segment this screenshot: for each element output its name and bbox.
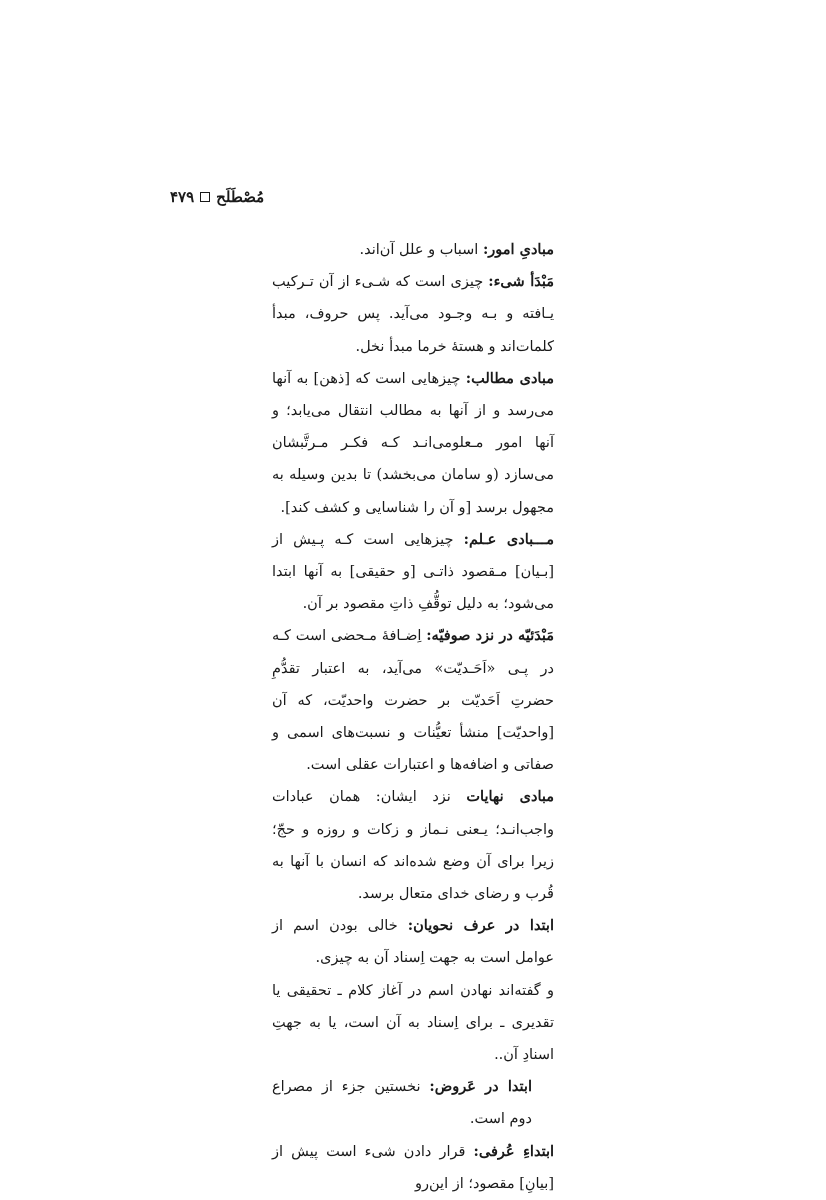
entry-text: چیزی است که شـیء از آن تـرکیب یـافته و بـه وجـود می‌آید. پس حروف، مبدأ کلمات‌اند و هستهٔ خرما مبدأ نخل. <box>272 274 554 355</box>
entry-mabadi-umur <box>272 234 554 266</box>
entry-term: مبادی مطالب: <box>465 369 554 387</box>
entry-term: مبادی نهایات <box>466 788 555 806</box>
entry-ibtida-arud <box>272 1071 554 1135</box>
page-header <box>0 188 826 218</box>
entry-term: ابتدا در عَروض: <box>429 1078 532 1096</box>
entry-text: چیزهایی است کـه پـیش از [بـیان] مـقصود ذاتـی [و حقیقی] به آنها ابتدا می‌شود؛ به دلیل توقُّفِ ذاتِ مقصود بر آن. <box>272 531 554 613</box>
entry-text: چیزهایی است که [ذهن] به آنها می‌رسد و از آنها به مطالب انتقال می‌یابد؛ و آنها امور مـعلومی‌انـد کـه فکـر مـرتَّبشان می‌سازد (و سامان می‌بخشد) تا بدین وسیله به مجهول برسد [و آن را شناسایی و کشف کند]. <box>272 370 554 516</box>
entry-text: خالی بودن اسم از عوامل است به جهت اِسناد آن به چیزی. <box>272 918 554 967</box>
entry-text: و گفته‌اند نهادن اسم در آغاز کلام ـ تحقیقی یا تقدیری ـ برای اِسناد به آن است، یا به جهتِ اسنادِ آن.. <box>272 982 554 1064</box>
entry-mabadi-ilm <box>272 524 554 621</box>
entry-term: مـــبادی عـلم: <box>463 530 554 548</box>
entry-mabdaiyya <box>272 620 554 781</box>
entry-text: اِضـافهٔ مـحضی است کـه در پـی «اَحَـدیّت» می‌آید، به اعتبار تقدُّمِ حضرتِ اَحَدیّت بر حضرت واحدیّت، که آن [واحدیّت] منشأ تعیُّنات و نسبت‌های اسمی و صفاتی و اضافه‌ها و اعتبارات عقلی است. <box>272 628 554 774</box>
entry-term: ابتدا در عرف نحویان: <box>407 917 554 935</box>
entry-term: مَبْدَئیّه در نزد صوفیّه: <box>426 627 554 645</box>
entry-term: مبادیِ امور: <box>482 241 554 258</box>
entry-mabda-shay <box>272 266 554 363</box>
entry-mabadi-matalib <box>272 363 554 524</box>
entry-mabadi-nihayat <box>272 781 554 910</box>
entry-ibtida-urfi <box>272 1136 554 1200</box>
main-text <box>272 234 554 1200</box>
square-ornament-icon <box>200 192 210 202</box>
running-head-title: مُصْطَلَح <box>216 188 265 206</box>
entry-text: نخستین جزء از مصراع دوم است. <box>272 1079 532 1128</box>
page-number: ۴۷۹ <box>170 188 195 206</box>
entry-ibtida-nahw-continued <box>272 975 554 1072</box>
running-head <box>170 188 264 206</box>
entry-term: مَبْدَأ شیء: <box>488 273 554 291</box>
entry-term: ابتداءِ عُرفی: <box>473 1142 555 1160</box>
entry-text: قرار دادن شیء است پیش از [بیانِ] مقصود؛ از این‌رو <box>272 1143 554 1192</box>
entry-text: اسباب و علل آن‌اند. <box>359 242 483 258</box>
entry-ibtida-nahw <box>272 910 554 974</box>
entry-text: نزد ایشان: همان عبادات واجب‌انـد؛ یـعنی نـماز و زکات و روزه و حجّ؛ زیرا برای آن وضع شده‌اند که انسان با آنها به قُرب و رضای خدای متعال برسد. <box>272 789 554 903</box>
